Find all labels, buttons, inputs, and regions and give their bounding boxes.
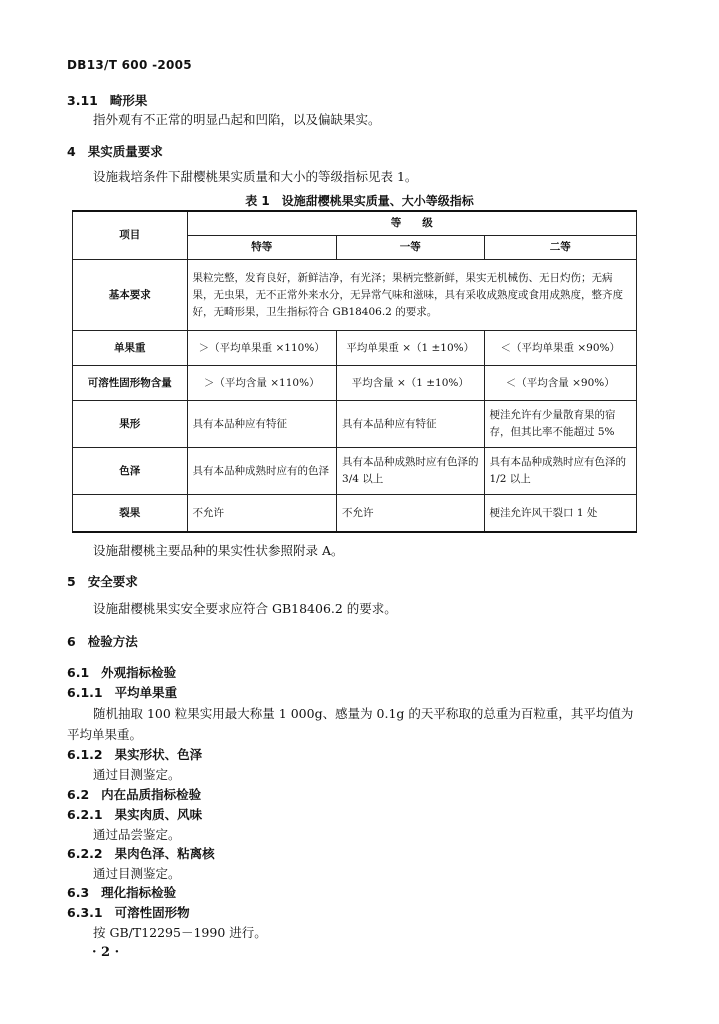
grade-table: [72, 210, 637, 533]
section-4-heading: [67, 143, 163, 161]
grade-second: 二等: [484, 236, 637, 260]
table-cell: 平均单果重 ×（1 ±10%）: [337, 331, 484, 366]
table-cell: ＜（平均含量 ×90%）: [484, 366, 637, 401]
section-title: 内在品质指标检验: [101, 787, 202, 802]
table-row: [73, 448, 637, 495]
table-cell: 具有本品种应有特征: [337, 401, 484, 448]
table-cell: ＞（平均含量 ×110%）: [187, 366, 337, 401]
section-title: 平均单果重: [114, 685, 178, 700]
section-number: 3.11: [67, 93, 98, 108]
section-5-text: 设施甜樱桃果实安全要求应符合 GB18406.2 的要求。: [93, 601, 397, 616]
section-6-heading: [67, 633, 138, 651]
section-title: 安全要求: [87, 574, 138, 589]
section-3-11-text: 指外观有不正常的明显凸起和凹陷，以及偏缺果实。: [93, 112, 381, 127]
item-header: 项目: [73, 211, 188, 260]
table-header-row: [73, 211, 637, 236]
section-6-1-2-text: 通过目测鉴定。: [93, 767, 181, 782]
table-cell: 不允许: [337, 495, 484, 533]
section-4-text: 设施栽培条件下甜樱桃果实质量和大小的等级指标见表 1。: [93, 169, 418, 184]
section-title: 畸形果: [109, 93, 148, 108]
section-title: 理化指标检验: [101, 885, 177, 900]
section-number: 6.1.1: [67, 685, 103, 700]
section-number: 6.2: [67, 787, 90, 802]
table-row: [73, 401, 637, 448]
section-title: 检验方法: [87, 634, 138, 649]
row-label: 基本要求: [73, 260, 188, 331]
section-title: 果实形状、色泽: [114, 747, 203, 762]
table-caption: 表 1 设施甜樱桃果实质量、大小等级指标: [245, 194, 474, 208]
page-number: · 2 ·: [92, 945, 120, 960]
grade-header: 等 级: [187, 211, 637, 236]
section-number: 6.1.2: [67, 747, 103, 762]
table-cell: 梗洼允许风干裂口 1 处: [484, 495, 637, 533]
table-cell: 不允许: [187, 495, 337, 533]
section-6-1-2-heading: [67, 746, 202, 764]
grade-special: 特等: [187, 236, 337, 260]
section-number: 6.2.1: [67, 807, 103, 822]
section-number: 6.2.2: [67, 846, 103, 861]
section-6-3-heading: [67, 884, 176, 902]
table-cell: 具有本品种成熟时应有色泽的 3/4 以上: [337, 448, 484, 495]
table-cell: ＜（平均单果重 ×90%）: [484, 331, 637, 366]
section-6-3-1-text: 按 GB/T12295－1990 进行。: [93, 925, 267, 940]
section-number: 6.3.1: [67, 905, 103, 920]
row-label: 可溶性固形物含量: [73, 366, 188, 401]
row-label: 单果重: [73, 331, 188, 366]
table-row: [73, 366, 637, 401]
document-code: DB13/T 600 -2005: [67, 58, 192, 72]
basic-requirements-text: 果粒完整，发育良好，新鲜洁净，有光泽；果柄完整新鲜，果实无机械伤、无日灼伤；无病果，无虫果，无不正常外来水分，无异常气味和滋味，具有采收成熟度或食用成熟度，整齐度好，无畸形果，卫生指标符合 GB18406.2 的要求。: [187, 260, 637, 331]
section-number: 6.1: [67, 665, 90, 680]
table-cell: 具有本品种成熟时应有色泽的 1/2 以上: [484, 448, 637, 495]
section-title: 果实质量要求: [87, 144, 163, 159]
row-label: 裂果: [73, 495, 188, 533]
table-cell: 梗洼允许有少量散育果的宿存，但其比率不能超过 5%: [484, 401, 637, 448]
section-6-2-heading: [67, 786, 201, 804]
table-row: [73, 260, 637, 331]
section-title: 果肉色泽、粘离核: [114, 846, 215, 861]
section-5-heading: [67, 573, 138, 591]
section-number: 6.3: [67, 885, 90, 900]
section-6-2-1-heading: [67, 806, 202, 824]
section-number: 6: [67, 634, 76, 649]
section-6-1-1-text-line-1: 随机抽取 100 粒果实用最大称量 1 000g、感量为 0.1g 的天平称取的总重为百粒重，其平均值为: [93, 706, 634, 721]
section-6-1-1-text-line-2: 平均单果重。: [67, 727, 143, 742]
section-6-3-1-heading: [67, 904, 190, 922]
grade-first: 一等: [337, 236, 484, 260]
section-title: 果实肉质、风味: [114, 807, 203, 822]
section-number: 5: [67, 574, 76, 589]
section-6-2-2-text: 通过目测鉴定。: [93, 866, 181, 881]
section-3-11-heading: [67, 92, 147, 110]
row-label: 色泽: [73, 448, 188, 495]
section-title: 可溶性固形物: [114, 905, 190, 920]
table-row: [73, 495, 637, 533]
section-number: 4: [67, 144, 76, 159]
table-cell: 具有本品种成熟时应有的色泽: [187, 448, 337, 495]
table-cell: 平均含量 ×（1 ±10%）: [337, 366, 484, 401]
section-6-2-1-text: 通过品尝鉴定。: [93, 827, 181, 842]
table-cell: 具有本品种应有特征: [187, 401, 337, 448]
table-row: [73, 331, 637, 366]
section-6-1-heading: [67, 664, 176, 682]
row-label: 果形: [73, 401, 188, 448]
section-title: 外观指标检验: [101, 665, 177, 680]
section-6-2-2-heading: [67, 845, 215, 863]
table-cell: ＞（平均单果重 ×110%）: [187, 331, 337, 366]
section-6-1-1-heading: [67, 684, 177, 702]
appendix-reference-text: 设施甜樱桃主要品种的果实性状参照附录 A。: [93, 543, 344, 558]
